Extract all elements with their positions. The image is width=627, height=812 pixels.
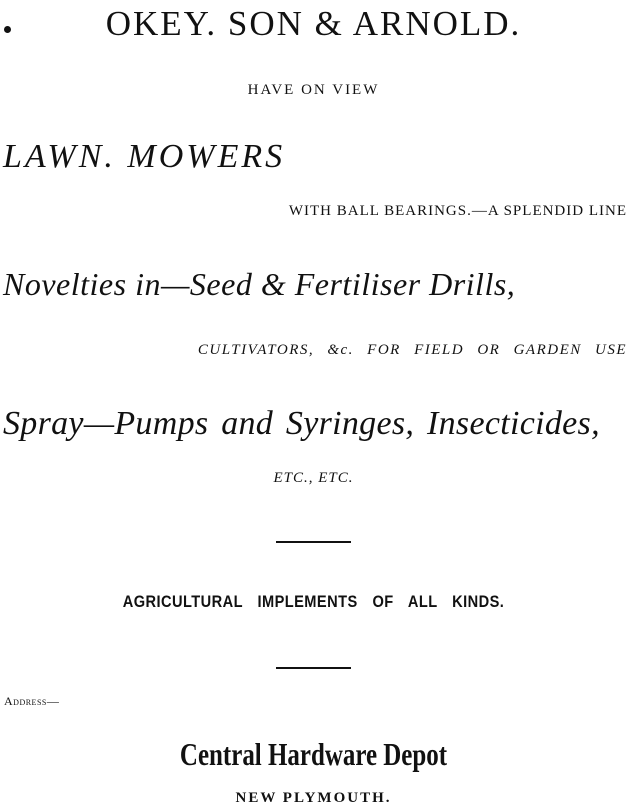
etc-text: ETC., ETC.	[273, 470, 354, 486]
cultivators-text: CULTIVATORS, &c. FOR FIELD OR GARDEN USE	[197, 342, 627, 358]
divider-rule	[276, 541, 351, 543]
divider-rule	[276, 667, 351, 669]
lawn-mowers-heading: LAWN. MOWERS	[3, 138, 286, 175]
town-name: NEW PLYMOUTH.	[235, 790, 392, 806]
ball-bearings-text: WITH BALL BEARINGS.—A SPLENDID LINE	[288, 203, 627, 219]
agricultural-implements-text: AGRICULTURAL IMPLEMENTS OF ALL KINDS.	[122, 592, 505, 611]
novelties-heading: Novelties in—Seed & Fertiliser Drills,	[3, 266, 516, 302]
spray-pumps-heading: Spray—Pumps and Syringes, Insecticides,	[3, 405, 600, 442]
have-on-view-text: HAVE ON VIEW	[247, 82, 380, 98]
address-label: Address—	[4, 694, 60, 708]
firm-name: OKEY. SON & ARNOLD.	[105, 4, 522, 43]
depot-name: Central Hardware Depot	[179, 736, 448, 772]
